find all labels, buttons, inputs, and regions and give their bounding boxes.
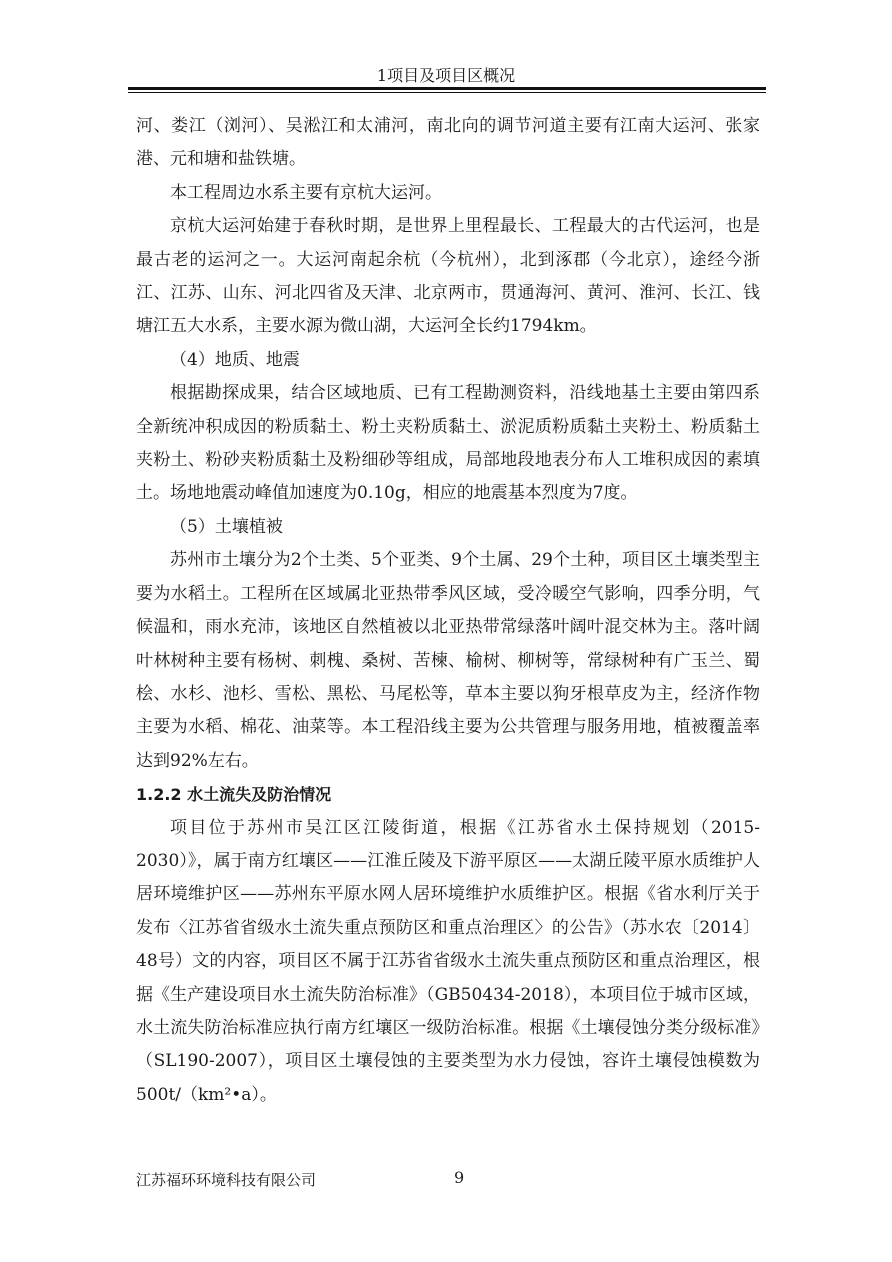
paragraph-geology: 根据勘探成果，结合区域地质、已有工程勘测资料，沿线地基土主要由第四系全新统冲积成因的粉质黏土、粉土夹粉质黏土、淤泥质粉质黏土夹粉土、粉质黏土夹粉土、粉砂夹粉质黏土及粉细砂等组成，局部地段地表分布人工堆积成因的素填土。场地地震动峰值加速度为0.10g，相应的地震基本烈度为7度。 xyxy=(136,383,760,504)
paragraph-soil-vegetation: 苏州市土壤分为2个土类、5个亚类、9个土属、29个土种，项目区土壤类型主要为水稻土。工程所在区域属北亚热带季风区域，受冷暖空气影响，四季分明，气候温和，雨水充沛，该地区自然植被以北亚热带常绿落叶阔叶混交林为主。落叶阔叶林树种主要有杨树、刺槐、桑树、苦楝、榆树、柳树等，常绿树种有广玉兰、蜀桧、水杉、池杉、雪松、黑松、马尾松等，草本主要以狗牙根草皮为主，经济作物主要为水稻、棉花、油菜等。本工程沿线主要为公共管理与服务用地，植被覆盖率达到92%左右。 xyxy=(136,550,760,771)
footer-company-name: 江苏福环环境科技有限公司 xyxy=(136,1171,317,1189)
paragraph-erosion-control: 项目位于苏州市吴江区江陵街道，根据《江苏省水土保持规划（2015-2030）》，属于南方红壤区——江淮丘陵及下游平原区——太湖丘陵平原水质维护人居环境维护区——苏州东平原水网人居环境维护水质维护区。根据《省水利厅关于发布〈江苏省省级水土流失重点预防区和重点治理区〉的公告》（苏水农〔2014〕48号）文的内容，项目区不属于江苏省省级水土流失重点预防区和重点治理区，根据《生产建设项目水土流失防治标准》（GB50434-2018），本项目位于城市区域，水土流失防治标准应执行南方红壤区一级防治标准。根据《土壤侵蚀分类分级标准》（SL190-2007），项目区土壤侵蚀的主要类型为水力侵蚀，容许土壤侵蚀模数为500t/（km²•a）。 xyxy=(136,817,760,1105)
subheading-geology: （4）地质、地震 xyxy=(170,349,300,370)
section-heading-erosion: 1.2.2 水土流失及防治情况 xyxy=(136,785,332,805)
page-body xyxy=(136,110,760,1112)
paragraph-grand-canal: 京杭大运河始建于春秋时期，是世界上里程最长、工程最大的古代运河，也是最古老的运河之一。大运河南起余杭（今杭州），北到涿郡（今北京），途经今浙江、江苏、山东、河北四省及天津、北京两市，贯通海河、黄河、淮河、长江、钱塘江五大水系，主要水源为微山湖，大运河全长约1794km。 xyxy=(136,216,760,337)
header-rule-thin xyxy=(128,92,766,93)
header-rule-thick xyxy=(128,87,766,90)
footer-page-number: 9 xyxy=(454,1168,465,1187)
paragraph-river-continuation: 河、娄江（浏河）、吴淞江和太浦河，南北向的调节河道主要有江南大运河、张家港、元和塘和盐铁塘。 xyxy=(136,116,760,170)
page-header-title: 1项目及项目区概况 xyxy=(376,66,516,85)
subheading-soil-vegetation: （5）土壤植被 xyxy=(170,516,283,537)
paragraph-surrounding-waters: 本工程周边水系主要有京杭大运河。 xyxy=(170,182,442,203)
